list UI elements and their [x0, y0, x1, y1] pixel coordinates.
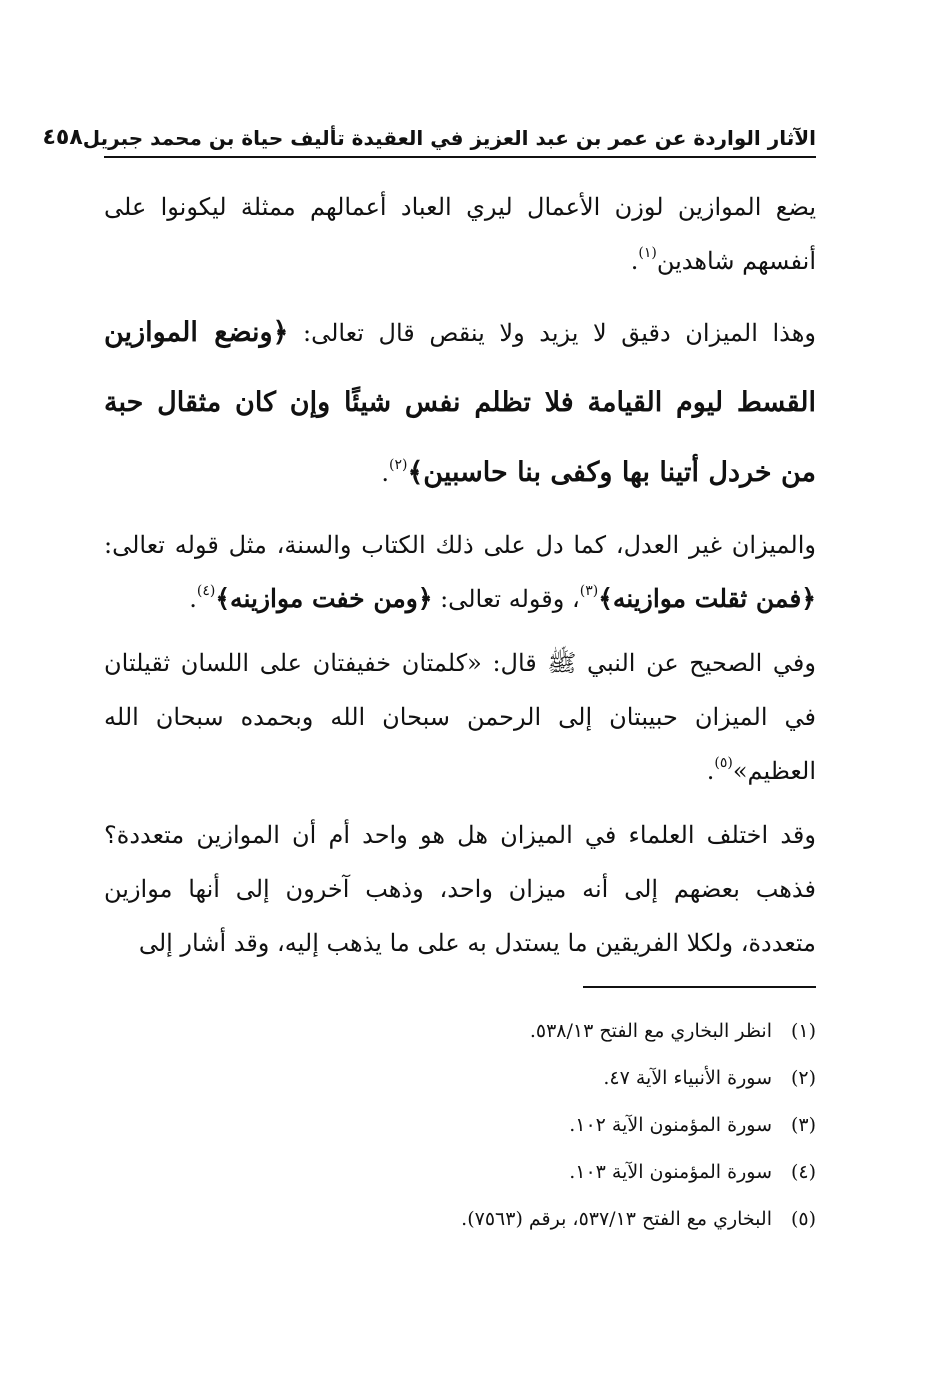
sentence-end: .	[630, 247, 639, 275]
quran-verse: ﴿ونضع الموازين القسط ليوم القيامة فلا تظلم نفس شيئًا وإن كان مثقال حبة من خردل أتينا بها وكفى بنا حاسبين﴾	[104, 317, 816, 488]
footnote-ref: (٢)	[389, 457, 408, 473]
paragraph-text: وهذا الميزان دقيق لا يزيد ولا ينقص قال تعالى:	[288, 319, 817, 347]
footnote-text: انظر البخاري مع الفتح ٥٣٨/١٣.	[529, 1020, 772, 1042]
main-text	[104, 180, 816, 980]
paragraph-text: يضع الموازين لوزن الأعمال ليري العباد أعمالهم ممثلة ليكونوا على أنفسهم شاهدين	[104, 193, 816, 275]
footnote-ref: (٥)	[714, 755, 733, 771]
paragraph-2	[104, 298, 816, 508]
paragraph-3	[104, 518, 816, 626]
quran-verse: ﴿ومن خفت موازينه﴾	[215, 584, 433, 613]
paragraph-text: والميزان غير العدل، كما دل على ذلك الكتاب والسنة، مثل قوله تعالى:	[104, 531, 816, 559]
footnote-ref: (٣)	[579, 583, 599, 599]
paragraph-text: وقد اختلف العلماء في الميزان هل هو واحد أم أن الموازين متعددة؟ فذهب بعضهم إلى أنه ميزان واحد، وذهب آخرون إلى أنها موازين متعددة، ولكلا الفريقين ما يستدل به على ما يذهب إليه، وقد أشار إلى	[104, 821, 816, 957]
footnote-number: (٥)	[790, 1208, 816, 1230]
footnote-number: (١)	[790, 1020, 816, 1042]
footnote-item	[104, 1008, 816, 1055]
sentence-end: .	[706, 757, 715, 785]
footnote-text: سورة المؤمنون الآية ١٠٣.	[569, 1161, 772, 1183]
paragraph-5	[104, 808, 816, 970]
footnote-item	[104, 1055, 816, 1102]
paragraph-4	[104, 636, 816, 798]
paragraph-text: وفي الصحيح عن النبي ﷺ قال: «كلمتان خفيفتان على اللسان ثقيلتان في الميزان حبيبتان إلى الرحمن سبحان الله وبحمده سبحان الله العظيم»	[104, 649, 816, 785]
footnote-text: البخاري مع الفتح ٥٣٧/١٣، برقم (٧٥٦٣).	[461, 1208, 772, 1230]
footnote-number: (٤)	[790, 1161, 816, 1183]
paragraph-1	[104, 180, 816, 288]
footnote-number: (٣)	[790, 1114, 816, 1136]
footnote-separator	[583, 986, 816, 988]
page-number: ٤٥٨	[42, 125, 83, 150]
footnote-number: (٢)	[790, 1067, 816, 1089]
sentence-end: .	[381, 459, 389, 487]
page-header	[42, 118, 816, 158]
paragraph-text: ، وقوله تعالى:	[432, 585, 580, 613]
running-title: الآثار الواردة عن عمر بن عبد العزيز في العقيدة تأليف حياة بن محمد جبريل	[82, 126, 816, 150]
footnote-item	[104, 1149, 816, 1196]
quran-verse: ﴿فمن ثقلت موازينه﴾	[598, 584, 816, 613]
footnote-item	[104, 1102, 816, 1149]
footnotes	[104, 1008, 816, 1243]
sentence-end: .	[189, 585, 197, 613]
footnote-text: سورة المؤمنون الآية ١٠٢.	[569, 1114, 772, 1136]
footnote-ref: (١)	[638, 245, 657, 261]
footnote-text: سورة الأنبياء الآية ٤٧.	[603, 1067, 772, 1089]
footnote-ref: (٤)	[196, 583, 216, 599]
footnote-item	[104, 1196, 816, 1243]
